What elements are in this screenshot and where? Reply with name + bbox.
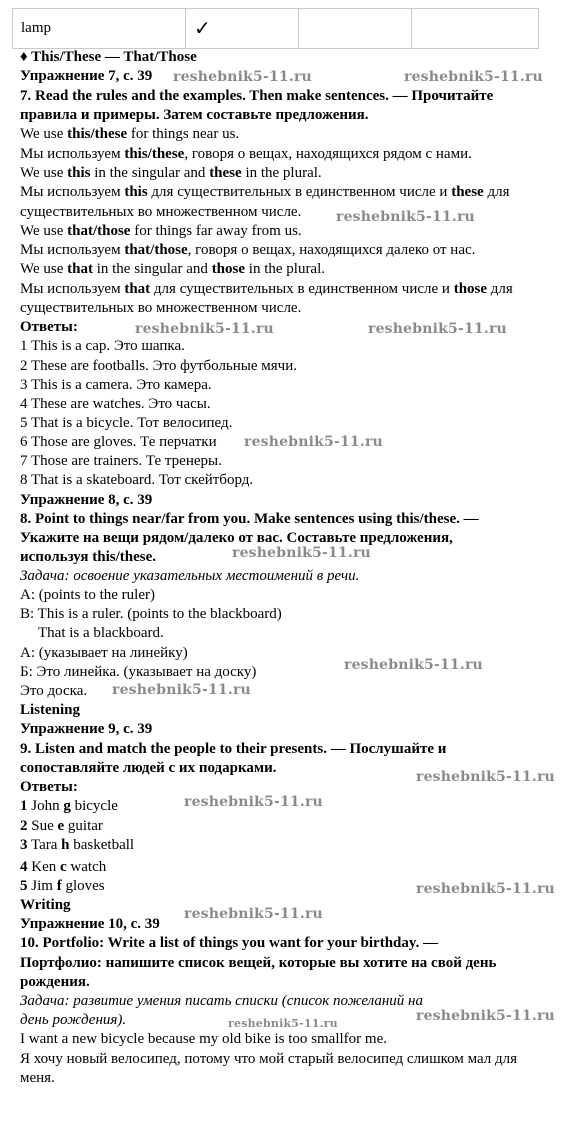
dialogue-line: А: (указывает на линейку) <box>20 645 188 661</box>
items-table <box>12 8 539 49</box>
watermark: reshebnik5-11.ru <box>336 209 475 225</box>
exercise-title: Упражнение 10, с. 39 <box>20 916 160 932</box>
rule-line: существительных во множественном числе. <box>20 204 302 220</box>
watermark: reshebnik5-11.ru <box>112 682 251 698</box>
rule-line: Мы используем this для существительных в единственном числе и these для <box>20 184 510 200</box>
answers-label: Ответы: <box>20 319 78 335</box>
match-line: 4 Ken c watch <box>20 859 107 875</box>
exercise-title: Упражнение 9, с. 39 <box>20 721 153 737</box>
rule-line: We use that/those for things far away from us. <box>20 223 302 239</box>
watermark: reshebnik5-11.ru <box>244 434 383 450</box>
match-line: 3 Tara h basketball <box>20 837 135 853</box>
watermark: reshebnik5-11.ru <box>184 794 323 810</box>
rule-line: Мы используем this/these, говоря о вещах, находящихся рядом с нами. <box>20 146 472 162</box>
example-sentence: I want a new bicycle because my old bike is too smallfor me. <box>20 1031 387 1047</box>
table-row <box>13 9 539 49</box>
answer-line: 5 That is a bicycle. Тот велосипед. <box>20 415 233 431</box>
answer-line: 4 These are watches. Это часы. <box>20 396 211 412</box>
rule-line: We use this in the singular and these in the plural. <box>20 165 322 181</box>
task-text: сопоставляйте людей с их подарками. <box>20 760 277 776</box>
section-heading: Listening <box>20 702 81 718</box>
section-heading: ♦ This/These — That/Those <box>20 49 197 65</box>
rule-line: существительных во множественном числе. <box>20 300 302 316</box>
rule-line: We use this/these for things near us. <box>20 126 240 142</box>
answer-line: 6 Those are gloves. Те перчатки <box>20 434 217 450</box>
answer-line: 8 That is a skateboard. Тот скейтборд. <box>20 472 254 488</box>
watermark: reshebnik5-11.ru <box>416 1008 555 1024</box>
task-text: Укажите на вещи рядом/далеко от вас. Составьте предложения, <box>20 530 453 546</box>
task-text: 8. Point to things near/far from you. Make sentences using this/these. — <box>20 511 479 527</box>
section-heading: Writing <box>20 897 71 913</box>
table-cell-empty <box>299 9 412 49</box>
task-text: 9. Listen and match the people to their presents. — Послушайте и <box>20 741 447 757</box>
watermark: reshebnik5-11.ru <box>404 69 543 85</box>
dialogue-line: B: This is a ruler. (points to the blackboard) <box>20 606 282 622</box>
watermark: reshebnik5-11.ru <box>232 545 371 561</box>
watermark: reshebnik5-11.ru <box>344 657 483 673</box>
watermark: reshebnik5-11.ru <box>173 69 312 85</box>
answer-line: 7 Those are trainers. Те тренеры. <box>20 453 222 469</box>
answers-label: Ответы: <box>20 779 78 795</box>
check-mark-icon: ✓ <box>186 9 299 49</box>
goal-text: Задача: развитие умения писать списки (список пожеланий на <box>20 993 423 1009</box>
example-sentence: меня. <box>20 1070 55 1086</box>
watermark: reshebnik5-11.ru <box>368 321 507 337</box>
answer-line: 1 This is a cap. Это шапка. <box>20 338 185 354</box>
task-text: 7. Read the rules and the examples. Then make sentences. — Прочитайте <box>20 88 494 104</box>
task-text: рождения. <box>20 974 90 990</box>
task-text: Портфолио: напишите список вещей, которые вы хотите на свой день <box>20 955 497 971</box>
watermark: reshebnik5-11.ru <box>135 321 274 337</box>
dialogue-line: Б: Это линейка. (указывает на доску) <box>20 664 257 680</box>
table-cell-item: lamp <box>13 9 186 49</box>
task-text: используя this/these. <box>20 549 157 565</box>
answer-line: 3 This is a camera. Это камера. <box>20 377 212 393</box>
example-sentence: Я хочу новый велосипед, потому что мой старый велосипед слишком мал для <box>20 1051 518 1067</box>
rule-line: Мы используем that для существительных в единственном числе и those для <box>20 281 513 297</box>
dialogue-line: That is a blackboard. <box>38 625 164 641</box>
table-cell-empty <box>412 9 539 49</box>
task-text: 10. Portfolio: Write a list of things you want for your birthday. — <box>20 935 439 951</box>
answer-line: 2 These are footballs. Это футбольные мячи. <box>20 358 297 374</box>
goal-text: день рождения). <box>20 1012 127 1028</box>
exercise-title: Упражнение 7, с. 39 <box>20 68 153 84</box>
dialogue-line: А: (points to the ruler) <box>20 587 155 603</box>
match-line: 5 Jim f gloves <box>20 878 105 894</box>
watermark: reshebnik5-11.ru <box>228 1017 338 1030</box>
rule-line: We use that in the singular and those in the plural. <box>20 261 326 277</box>
watermark: reshebnik5-11.ru <box>416 769 555 785</box>
exercise-title: Упражнение 8, с. 39 <box>20 492 153 508</box>
goal-text: Задача: освоение указательных местоимений в речи. <box>20 568 360 584</box>
watermark: reshebnik5-11.ru <box>416 881 555 897</box>
dialogue-line: Это доска. <box>20 683 88 699</box>
match-line: 1 John g bicycle <box>20 798 118 814</box>
task-text: правила и примеры. Затем составьте предложения. <box>20 107 369 123</box>
rule-line: Мы используем that/those, говоря о вещах, находящихся далеко от нас. <box>20 242 476 258</box>
watermark: reshebnik5-11.ru <box>184 906 323 922</box>
match-line: 2 Sue e guitar <box>20 818 103 834</box>
